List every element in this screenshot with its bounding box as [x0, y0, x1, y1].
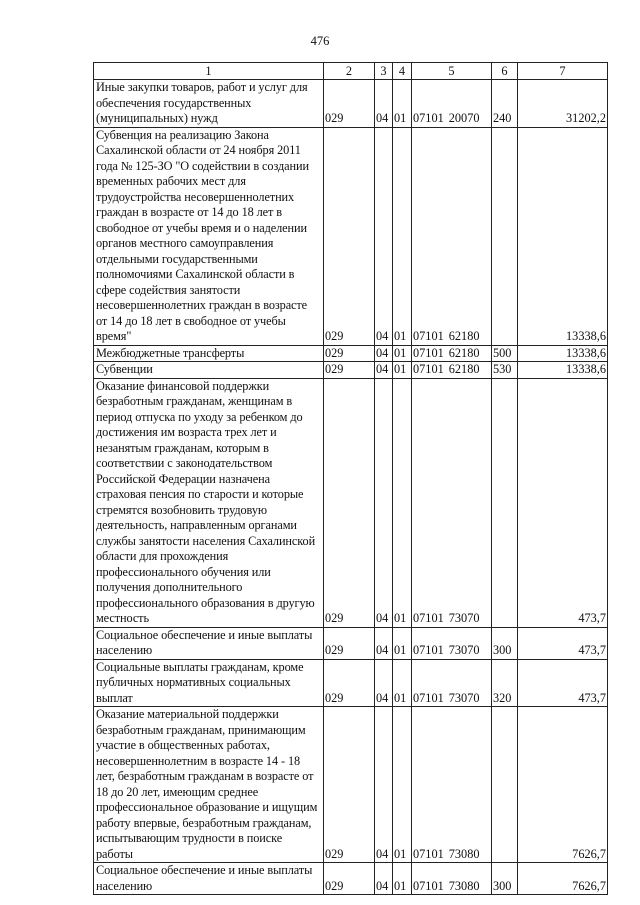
amount: 473,7: [518, 627, 608, 659]
ministry-code: 029: [324, 863, 375, 895]
column-number-row: [94, 63, 608, 80]
ministry-code: 029: [324, 127, 375, 345]
direction-code: 20070: [448, 111, 480, 125]
target-article: [412, 80, 492, 128]
program-code: 07101: [413, 611, 444, 625]
amount: 7626,7: [518, 863, 608, 895]
expense-type-code: 300: [492, 863, 518, 895]
table-row: [94, 362, 608, 379]
amount: 7626,7: [518, 707, 608, 863]
row-name: Социальные выплаты гражданам, кроме публичных нормативных социальных выплат: [94, 659, 324, 707]
row-name: Оказание материальной поддержки безработным гражданам, принимающим участие в общественных работах, несовершеннолетним в возрасте 14 - 18 лет, безработным гражданам в возрасте от 18 до 20 лет, имеющим среднее профессиональное образование и ищущим работу впервые, безработным гражданам, испытывающим трудности в поиске работы: [94, 707, 324, 863]
program-code: 07101: [413, 690, 444, 705]
target-article: [412, 345, 492, 362]
amount: 31202,2: [518, 80, 608, 128]
amount: 473,7: [518, 378, 608, 627]
direction-code: 73070: [448, 690, 480, 705]
expense-type-code: [492, 378, 518, 627]
ministry-code: 029: [324, 345, 375, 362]
target-article: [412, 627, 492, 659]
section-code: 04: [375, 707, 393, 863]
ministry-code: 029: [324, 707, 375, 863]
table-row: [94, 863, 608, 895]
amount: 473,7: [518, 659, 608, 707]
target-article: [412, 863, 492, 895]
expense-type-code: 240: [492, 80, 518, 128]
table-row: [94, 127, 608, 345]
target-article: [412, 707, 492, 863]
subsection-code: 01: [393, 659, 412, 707]
direction-code: 62180: [448, 362, 480, 376]
column-header-4: 4: [393, 63, 412, 80]
ministry-code: 029: [324, 627, 375, 659]
column-header-2: 2: [324, 63, 375, 80]
ministry-code: 029: [324, 362, 375, 379]
subsection-code: 01: [393, 863, 412, 895]
section-code: 04: [375, 627, 393, 659]
ministry-code: 029: [324, 659, 375, 707]
table-row: [94, 659, 608, 707]
program-code: 07101: [413, 329, 444, 343]
section-code: 04: [375, 80, 393, 128]
amount: 13338,6: [518, 362, 608, 379]
section-code: 04: [375, 345, 393, 362]
column-header-7: 7: [518, 63, 608, 80]
table-row: [94, 707, 608, 863]
section-code: 04: [375, 863, 393, 895]
expense-type-code: 300: [492, 627, 518, 659]
row-name: Социальное обеспечение и иные выплаты населению: [94, 863, 324, 895]
subsection-code: 01: [393, 627, 412, 659]
budget-table: [93, 62, 608, 895]
column-header-5: 5: [412, 63, 492, 80]
target-article: [412, 659, 492, 707]
section-code: 04: [375, 378, 393, 627]
section-code: 04: [375, 659, 393, 707]
target-article: [412, 362, 492, 379]
amount: 13338,6: [518, 127, 608, 345]
expense-type-code: 530: [492, 362, 518, 379]
column-header-1: 1: [94, 63, 324, 80]
row-name: Социальное обеспечение и иные выплаты населению: [94, 627, 324, 659]
subsection-code: 01: [393, 378, 412, 627]
row-name: Оказание финансовой поддержки безработным гражданам, женщинам в период отпуска по уходу за ребенком до достижения им возраста трех лет и незанятым гражданам, которым в соответствии с законодательством Российской Федерации назначена страховая пенсия по старости и которые стремятся возобновить трудовую деятельность, направленным органами службы занятости населения Сахалинской области для прохождения профессионального обучения или получения дополнительного профессионального образования в другую местность: [94, 378, 324, 627]
table-row: [94, 627, 608, 659]
table-row: [94, 80, 608, 128]
expense-type-code: 500: [492, 345, 518, 362]
table-row: [94, 378, 608, 627]
column-header-6: 6: [492, 63, 518, 80]
expense-type-code: [492, 127, 518, 345]
row-name: Субвенции: [94, 362, 324, 379]
ministry-code: 029: [324, 80, 375, 128]
ministry-code: 029: [324, 378, 375, 627]
direction-code: 73080: [448, 846, 480, 861]
target-article: [412, 378, 492, 627]
direction-code: 73070: [448, 611, 480, 625]
subsection-code: 01: [393, 707, 412, 863]
section-code: 04: [375, 362, 393, 379]
table-row: [94, 345, 608, 362]
subsection-code: 01: [393, 345, 412, 362]
program-code: 07101: [413, 362, 444, 376]
program-code: 07101: [413, 111, 444, 125]
program-code: 07101: [413, 345, 444, 360]
column-header-3: 3: [375, 63, 393, 80]
row-name: Иные закупки товаров, работ и услуг для обеспечения государственных (муниципальных) нужд: [94, 80, 324, 128]
subsection-code: 01: [393, 362, 412, 379]
section-code: 04: [375, 127, 393, 345]
subsection-code: 01: [393, 80, 412, 128]
program-code: 07101: [413, 878, 444, 893]
direction-code: 73070: [448, 643, 480, 657]
page-number: 476: [310, 34, 330, 48]
direction-code: 73080: [448, 878, 480, 893]
program-code: 07101: [413, 846, 444, 861]
subsection-code: 01: [393, 127, 412, 345]
direction-code: 62180: [448, 329, 480, 343]
expense-type-code: [492, 707, 518, 863]
program-code: 07101: [413, 643, 444, 657]
target-article: [412, 127, 492, 345]
expense-type-code: 320: [492, 659, 518, 707]
amount: 13338,6: [518, 345, 608, 362]
direction-code: 62180: [448, 345, 480, 360]
row-name: Субвенция на реализацию Закона Сахалинской области от 24 ноября 2011 года № 125-ЗО "О содействии в создании временных рабочих мест для трудоустройства несовершеннолетних граждан в возрасте от 14 до 18 лет в свободное от учебы время и о наделении органов местного самоуправления отдельными государственными полномочиями Сахалинской области в сфере содействия занятости несовершеннолетних граждан в возрасте от 14 до 18 лет в свободное от учебы время": [94, 127, 324, 345]
row-name: Межбюджетные трансферты: [94, 345, 324, 362]
